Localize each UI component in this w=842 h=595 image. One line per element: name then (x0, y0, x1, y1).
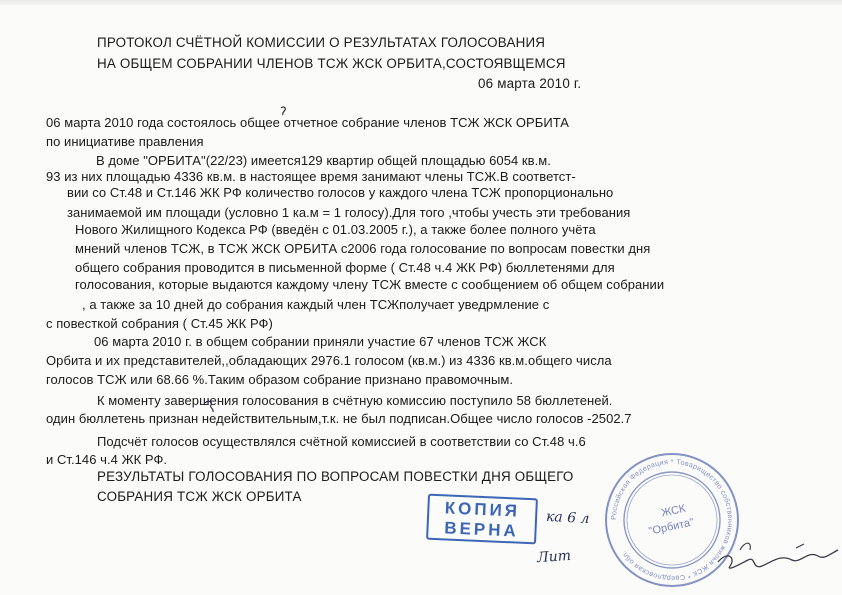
body-line-9: общего собрания проводится в письменной форме ( Ст.48 ч.4 ЖК РФ) бюллетенями для (75, 260, 615, 275)
seal-center-line2: "Орбита" (647, 516, 696, 538)
body-line-3: В доме "ОРБИТА"(22/23) имеется129 квартир общей площадью 6054 кв.м. (96, 153, 551, 168)
body-line-15: голосов ТСЖ или 68.66 %.Таким образом собрание признано правомочным. (46, 372, 514, 387)
body-line-4: 93 из них площадью 4336 кв.м. в настоящее время занимают члены ТСЖ.В соответст- (46, 169, 576, 184)
body-line-13: 06 марта 2010 г. в общем собрании приняли участие 67 членов ТСЖ ЖСК (94, 334, 547, 349)
results-heading-1: РЕЗУЛЬТАТЫ ГОЛОСОВАНИЯ ПО ВОПРОСАМ ПОВЕСТКИ ДНЯ ОБЩЕГО (97, 469, 574, 484)
body-line-18: Подсчёт голосов осуществлялся счётной комиссией в соответствии со Ст.48 ч.6 (97, 434, 586, 449)
body-line-17: один бюллетень признан недействительным,т.к. не был подписан.Общее число голосов -2502.7 (46, 411, 632, 426)
signature-scribble-icon (700, 520, 842, 595)
body-line-10: голосования, которые выдаются каждому члену ТСЖ вместе с сообщением об общем собрании (75, 277, 665, 292)
copy-true-stamp (426, 494, 538, 545)
pen-tick-mark (279, 106, 289, 118)
body-line-16: К моменту завершения голосования в счётную комиссию поступило 58 бюллетеней. (97, 393, 613, 408)
body-line-12: с повесткой собрания ( Ст.45 ЖК РФ) (46, 316, 273, 331)
title-line-1: ПРОТОКОЛ СЧЁТНОЙ КОМИССИИ О РЕЗУЛЬТАТАХ ГОЛОСОВАНИЯ (97, 35, 546, 50)
body-line-2: по инициативе правления (46, 134, 204, 149)
body-line-6: занимаемой им площади (условно 1 ка.м = 1 голосу).Для того ,чтобы учесть эти требования (67, 205, 631, 220)
body-line-14: Орбита и их представителей,,обладающих 2976.1 голосом (кв.м.) из 4336 кв.м.общего числа (46, 353, 612, 368)
handwritten-sheet-count: ка 6 л (545, 508, 590, 528)
body-line-1: 06 марта 2010 года состоялось общее отчетное собрание членов ТСЖ ЖСК ОРБИТА (46, 115, 570, 130)
body-line-11: , а также за 10 дней до собрания каждый член ТСЖполучает уведрмление с (82, 297, 550, 312)
title-line-2: НА ОБЩЕМ СОБРАНИИ ЧЛЕНОВ ТСЖ ЖСК ОРБИТА,СОСТОЯВЩЕМСЯ (97, 56, 566, 71)
correction-mark (203, 399, 217, 415)
copy-stamp-line1: КОПИЯ (444, 498, 521, 521)
body-line-5: вии со Ст.48 и Ст.146 ЖК РФ количество голосов у каждого члена ТСЖ пропорционально (67, 185, 614, 200)
body-line-7: Нового Жилищного Кодекса РФ (введён с 01.03.2005 г.), а также более полного учёта (75, 222, 596, 237)
paper-edge-shadow (0, 0, 842, 6)
title-date: 06 марта 2010 г. (478, 76, 582, 91)
results-heading-2: СОБРАНИЯ ТСЖ ЖСК ОРБИТА (97, 489, 302, 504)
copy-stamp-line2: ВЕРНА (443, 518, 520, 541)
body-line-19: и Ст.146 ч.4 ЖК РФ. (46, 452, 168, 467)
body-line-8: мнений членов ТСЖ, в ТСЖ ЖСК ОРБИТА с2006 года голосование по вопросам повестки дня (75, 241, 651, 256)
seal-center-line1: ЖСК (660, 502, 687, 520)
handwritten-initials: Лит (536, 547, 572, 567)
seal-ring-text: Российская Федерация * Товарищество собственников жилья ЖСК * Свердловская обл. (608, 456, 736, 584)
